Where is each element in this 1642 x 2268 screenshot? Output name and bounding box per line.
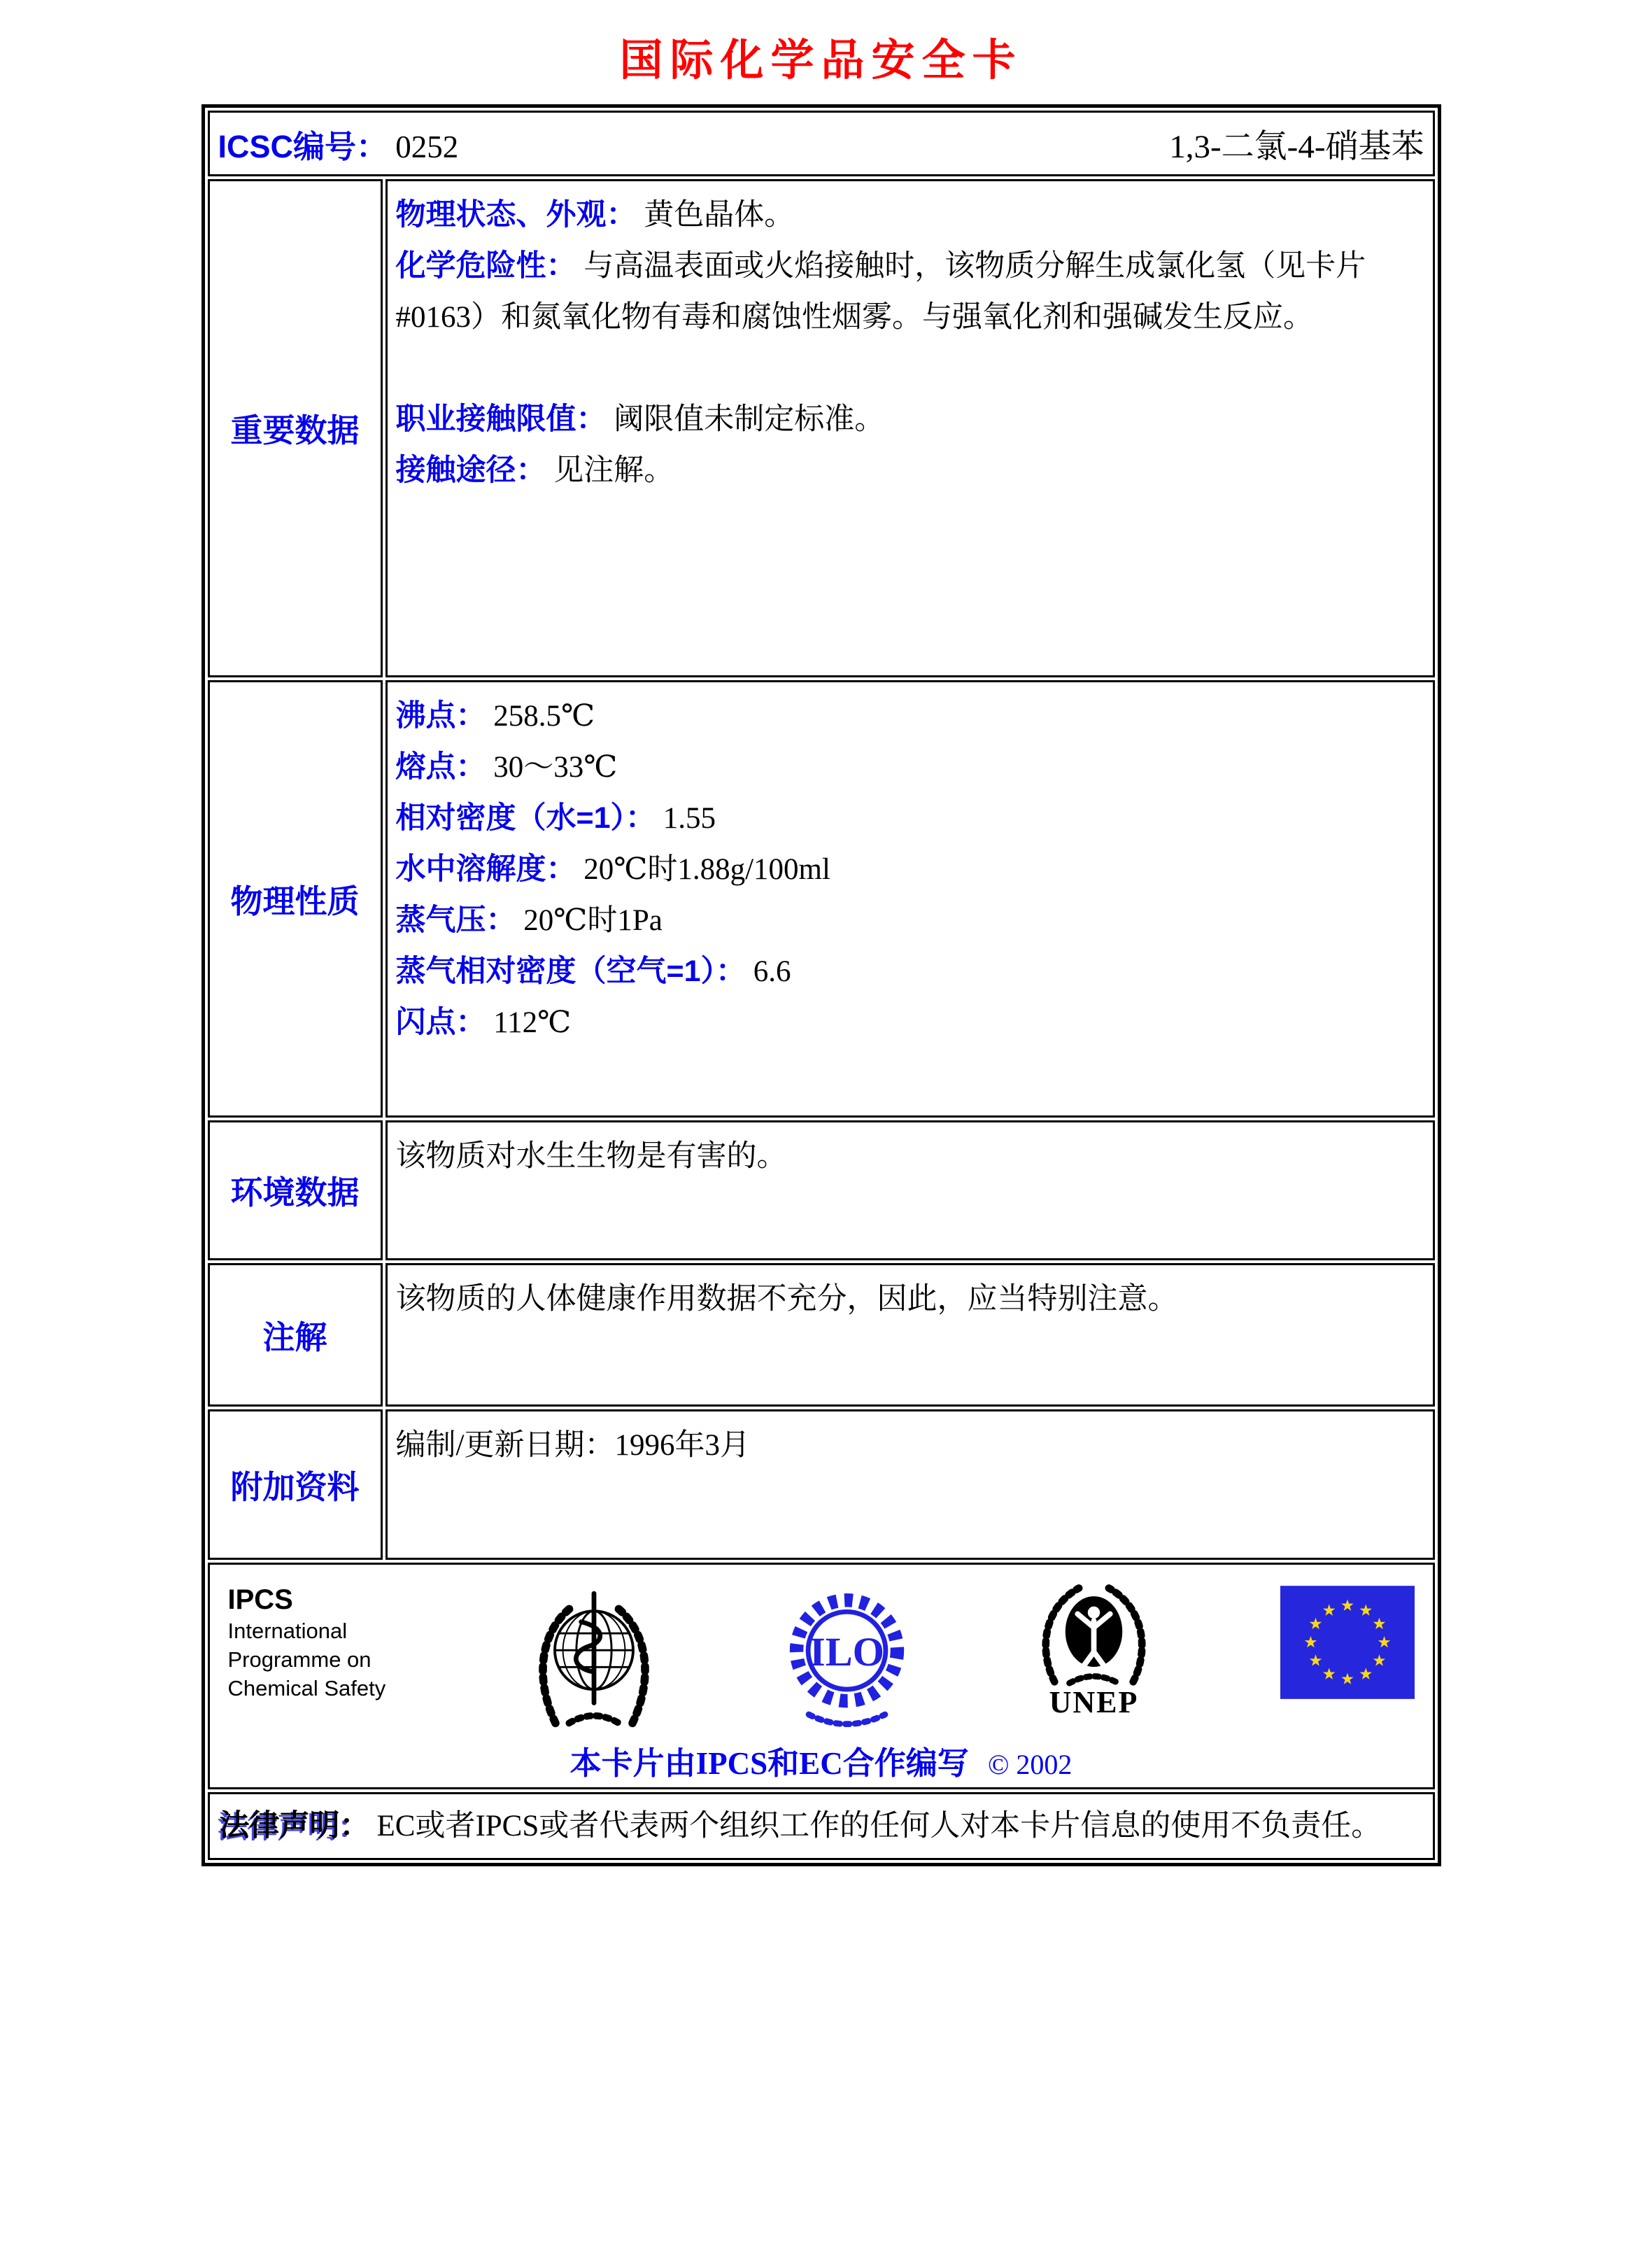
icsc-card bbox=[201, 104, 1441, 1866]
field-chemical-danger: 化学危险性： 与高温表面或火焰接触时，该物质分解生成氯化氢（见卡片#0163）和氮氧化物有毒和腐蚀性烟雾。与强氧化剂和强碱发生反应。 bbox=[395, 249, 1366, 334]
section-label-additional-info: 附加资料 bbox=[208, 1409, 383, 1560]
who-logo-icon bbox=[528, 1576, 660, 1735]
icsc-number-value: 0252 bbox=[395, 129, 459, 164]
field-boiling-point: 沸点： 258.5℃ bbox=[395, 699, 595, 733]
update-date-text: 编制/更新日期：1996年3月 bbox=[395, 1429, 750, 1462]
icsc-number-label: ICSC编号： bbox=[218, 128, 388, 164]
field-exposure-routes: 接触途径： 见注解。 bbox=[395, 453, 674, 487]
field-vapor-pressure: 蒸气压： 20℃时1Pa bbox=[395, 903, 663, 937]
field-vapor-relative-density: 蒸气相对密度（空气=1）： 6.6 bbox=[395, 955, 791, 988]
icsc-number bbox=[218, 121, 459, 167]
field-melting-point: 熔点： 30～33℃ bbox=[395, 750, 618, 784]
footer-copyright: © 2002 bbox=[987, 1749, 1073, 1780]
legal-label: 法律声明： bbox=[219, 1809, 370, 1843]
section-label-environmental-data: 环境数据 bbox=[208, 1120, 383, 1260]
header-row bbox=[208, 111, 1435, 176]
chemical-name: 1,3-二氯-4-硝基苯 bbox=[1169, 128, 1424, 165]
ipcs-acronym: IPCS bbox=[227, 1584, 293, 1615]
footer-row bbox=[208, 1563, 1435, 1789]
section-label-physical-properties: 物理性质 bbox=[208, 680, 383, 1118]
section-content-additional-info bbox=[385, 1409, 1435, 1560]
footer-caption bbox=[228, 1738, 1415, 1783]
section-label-important-data: 重要数据 bbox=[208, 179, 383, 677]
unep-logo bbox=[1033, 1576, 1155, 1718]
notes-text: 该物质的人体健康作用数据不充分，因此，应当特别注意。 bbox=[395, 1283, 1178, 1316]
legal-text: EC或者IPCS或者代表两个组织工作的任何人对本卡片信息的使用不负责任。 bbox=[376, 1810, 1382, 1843]
logo-row bbox=[228, 1576, 1415, 1735]
unep-logo-text: UNEP bbox=[1049, 1685, 1139, 1719]
section-content-physical-properties bbox=[385, 680, 1435, 1118]
section-content-environmental-data bbox=[385, 1120, 1435, 1260]
field-relative-density: 相对密度（水=1）： 1.55 bbox=[395, 801, 716, 835]
field-flash-point: 闪点： 112℃ bbox=[395, 1006, 572, 1039]
section-content-important-data bbox=[385, 179, 1435, 677]
page-title: 国际化学品安全卡 bbox=[619, 37, 1023, 85]
eu-flag-icon bbox=[1280, 1586, 1415, 1703]
legal-row bbox=[208, 1792, 1435, 1860]
unep-logo-icon bbox=[1033, 1576, 1155, 1688]
ilo-logo-text: ILO bbox=[809, 1629, 884, 1675]
field-physical-state: 物理状态、外观： 黄色晶体。 bbox=[395, 198, 795, 232]
environmental-text: 该物质对水生生物是有害的。 bbox=[395, 1140, 787, 1173]
section-content-notes bbox=[385, 1263, 1435, 1407]
page bbox=[0, 25, 1642, 1866]
field-water-solubility: 水中溶解度： 20℃时1.88g/100ml bbox=[395, 852, 830, 886]
footer-caption-text: 本卡片由IPCS和EC合作编写 bbox=[569, 1746, 969, 1781]
field-occupational-limit: 职业接触限值： 阈限值未制定标准。 bbox=[395, 402, 885, 436]
ilo-logo-icon bbox=[786, 1580, 908, 1732]
section-label-notes: 注解 bbox=[208, 1263, 383, 1407]
ipcs-text-block: IPCS International Programme on Chemical Safety bbox=[228, 1576, 403, 1703]
